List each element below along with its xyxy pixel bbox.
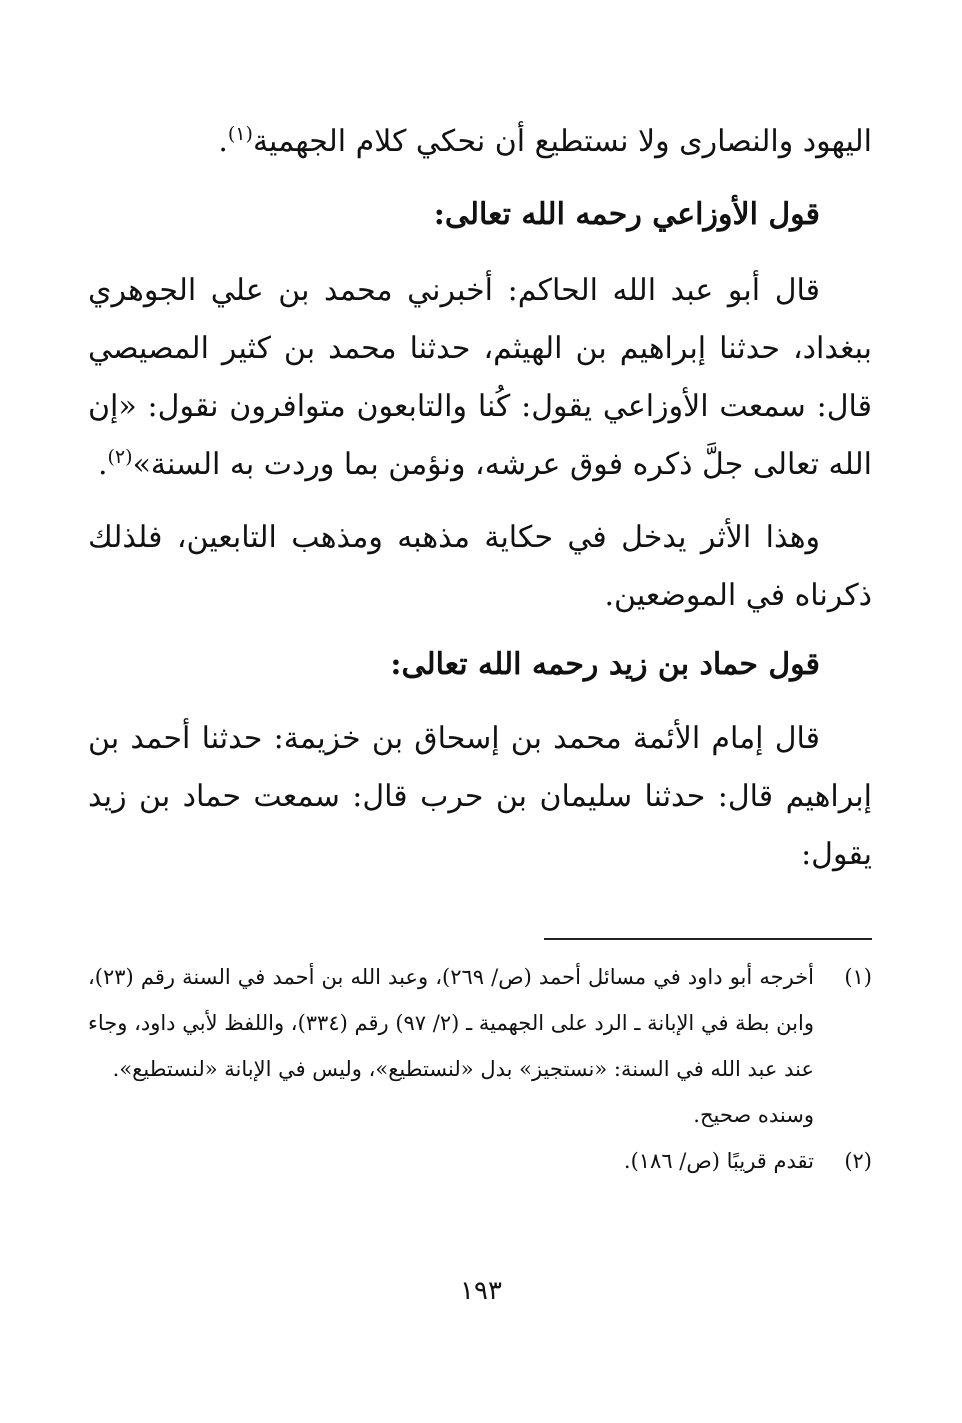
- footnote-1-grading: وسنده صحيح.: [693, 1103, 814, 1127]
- footnote-number: (١): [844, 965, 872, 989]
- footnote-text: تقدم قريبًا (ص/ ١٨٦).: [623, 1149, 814, 1173]
- footnote-1: [88, 954, 872, 1092]
- section-heading-hammad: قول حماد بن زيد رحمه الله تعالى:: [390, 647, 820, 682]
- footnote-separator: [544, 938, 872, 940]
- paragraph-text: قال أبو عبد الله الحاكم: أخبرني محمد بن علي الجوهري ببغداد، حدثنا إبراهيم بن الهيثم، حدثنا محمد بن كثير المصيصي قال: سمعت الأوزاعي يقول: كُنا والتابعون متوافرون نقول: «إن الله تعالى جلَّ ذكره فوق عرشه، ونؤمن بما وردت به السنة»: [88, 273, 872, 482]
- paragraph-hammad-narration: قال إمام الأئمة محمد بن إسحاق بن خزيمة: حدثنا أحمد بن إبراهيم قال: حدثنا سليمان بن حرب قال: سمعت حماد بن زيد يقول:: [88, 721, 872, 872]
- footnote-reference: (٢): [107, 446, 133, 468]
- paragraph-awzai-narration: [88, 262, 872, 494]
- paragraph-end: .: [218, 124, 228, 159]
- paragraph-text: اليهود والنصارى ولا نستطيع أن نحكي كلام الجهمية: [252, 124, 872, 159]
- footnote-2: [88, 1138, 872, 1184]
- section-heading-awzai: قول الأوزاعي رحمه الله تعالى:: [433, 197, 820, 232]
- paragraph-athar-note: وهذا الأثر يدخل في حكاية مذهبه ومذهب التابعين، فلذلك ذكرناه في الموضعين.: [88, 520, 872, 613]
- paragraph-end: .: [97, 447, 108, 482]
- footnote-number: (٢): [844, 1149, 872, 1173]
- footnote-reference: (١): [227, 123, 253, 145]
- footnotes: [88, 954, 872, 1184]
- paragraph-continuation: [88, 113, 872, 171]
- footnote-text: أخرجه أبو داود في مسائل أحمد (ص/ ٢٦٩)، وعبد الله بن أحمد في السنة رقم (٢٣)، وابن بطة في الإبانة ـ الرد على الجهمية ـ (٢/ ٩٧) رقم (٣٣٤)، واللفظ لأبي داود، وجاء عند عبد الله في السنة: «نستجيز» بدل «لنستطيع»، وليس في الإبانة «لنستطيع».: [88, 965, 814, 1081]
- page-number: ١٩٣: [460, 1276, 502, 1306]
